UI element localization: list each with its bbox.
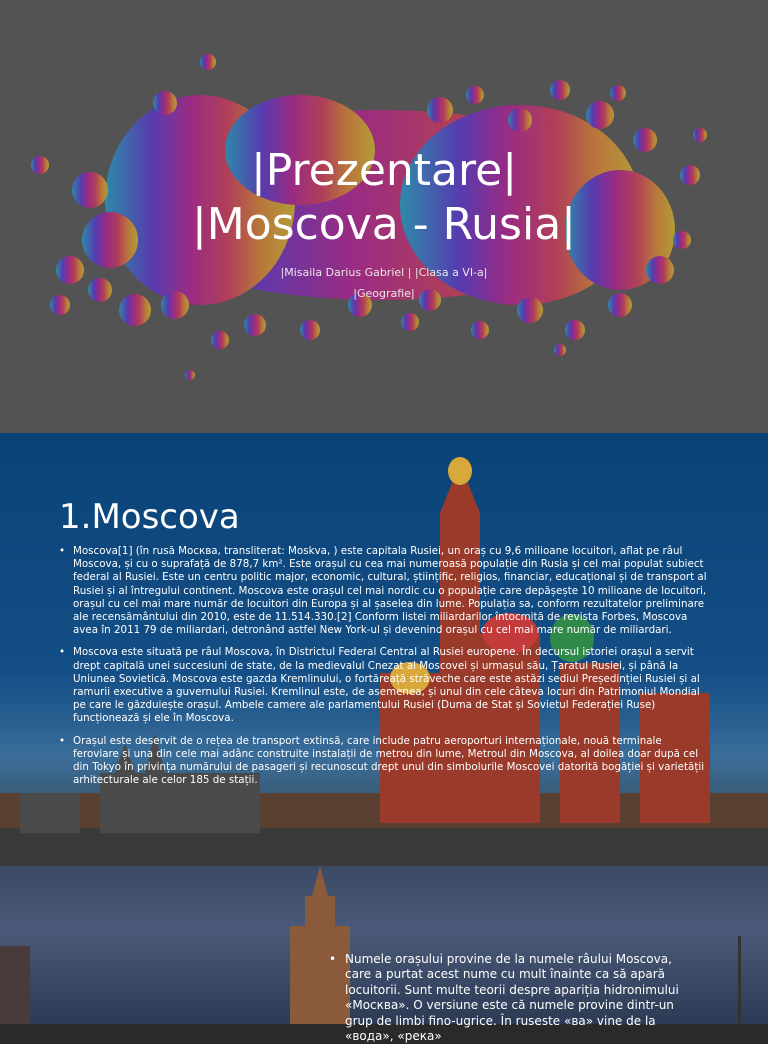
moscow-slide[interactable] <box>0 433 768 866</box>
city-name-slide[interactable] <box>0 866 768 1044</box>
city-name-bullet-list <box>329 952 689 1044</box>
moscow-bullet-list <box>59 545 707 796</box>
list-item[interactable]: • Numele orașului provine de la numele râului Moscova, care a purtat acest nume cu mult înainte ca să apară locuitorii. Sunt multe teorii despre apariția hidronimului «Москва». O versiune este că numele provine dintr-un grup de limbi fino-ugrice. În ruseste «ва» vine de la «вода», «река» <box>329 952 689 1044</box>
presentation-subtitle <box>0 262 768 304</box>
list-item[interactable]: • Moscova este situată pe râul Moscova, în Districtul Federal Central al Rusiei europene. În decursul istoriei orașul a servit drept capitală unei succesiuni de state, de la medievalul Cnezat al Moscovei și urmașul său, Țaratul Rusiei, și până la Uniunea Sovietică. Moscova este gazda Kremlinului, o fortăreață străveche care este astăzi sediul Președinției Rusiei și al ramurii executive a guvernului Rusiei. Kremlinul este, de asemenea, și unul din cele câteva locuri din Patrimoniul Mondial pe care le găzduiește orașul. Ambele camere ale parlamentului Rusiei (Duma de Stat și Sovietul Federației Ruse) funcționează și ele în Moscova. <box>59 646 707 725</box>
title-line-2: |Moscova - Rusia| <box>191 199 576 250</box>
presentation-title <box>0 144 768 252</box>
subtitle-line-2: |Geografie| <box>353 287 415 300</box>
title-slide[interactable] <box>0 0 768 433</box>
title-line-1: |Prezentare| <box>250 145 518 196</box>
list-item[interactable]: • Orașul este deservit de o rețea de transport extinsă, care include patru aeroporturi internaționale, nouă terminale feroviare și una din cele mai adânc construite instalații de metrou din lume, Metroul din Moscova, al doilea doar după cel din Tokyo în privința numărului de pasageri și recunoscut drept unul din simbolurile Moscovei datorită bogăției și varietății arhitecturale ale celor 185 de stații. <box>59 735 707 788</box>
list-item[interactable]: • Moscova[1] (în rusă Москва, transliterat: Moskva, ) este capitala Rusiei, un oraș cu 9,6 milioane locuitori, aflat pe râul Moscova, și cu o suprafață de 878,7 km². Este orașul cu cea mai numeroasă populație din Rusia și cel mai populat subiect federal al Rusiei. Este un centru politic major, economic, cultural, științific, religios, financiar, educațional și de transport al Rusiei și al întregului continent. Moscova este orașul cel mai nordic cu o populație care depășește 10 milioane de locuitori, orașul cu cel mai mare număr de locuitori din Europa și al șaselea din lume. Populația sa, conform rezultatelor preliminare ale recensământului din 2010, este de 11.514.330.[2] Conform listei miliardarilor întocmită de revista Forbes, Moscova avea în 2011 79 de miliardari, detronând astfel New York-ul și devenind orașul cu cel mai mare număr de miliardari. <box>59 545 707 637</box>
subtitle-line-1: |Misaila Darius Gabriel | |Clasa a VI-a| <box>280 266 488 279</box>
slide-heading: 1.Moscova <box>59 497 240 537</box>
